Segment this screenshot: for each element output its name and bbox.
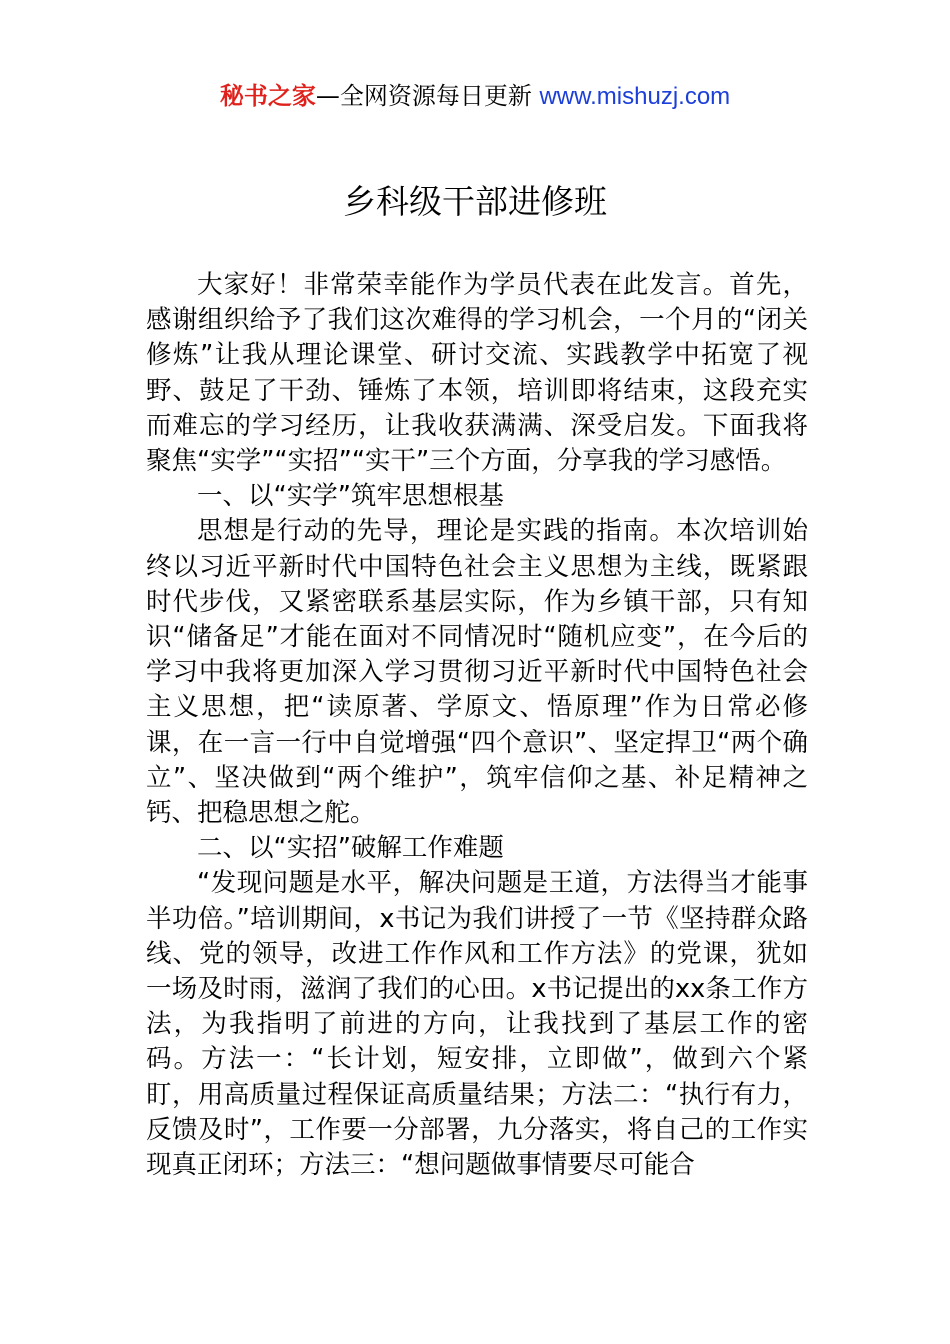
site-tagline: —全网资源每日更新: [315, 82, 540, 110]
site-brand: 秘书之家: [219, 82, 316, 110]
section-heading-1: 一、以“实学”筑牢思想根基: [197, 481, 504, 512]
paragraph-section-1: 思想是行动的先导，理论是实践的指南。本次培训始终以习近平新时代中国特色社会主义思想为主线，既紧跟时代步伐，又紧密联系基层实际，作为乡镇干部，只有知识“储备足”才能在面对不同情况时“随机应变”，在今后的学习中我将更加深入学习贯彻习近平新时代中国特色社会主义思想，把“读原著、学原文、悟原理”作为日常必修课，在一言一行中自觉增强“四个意识”、坚定捍卫“两个确立”、坚决做到“两个维护”，筑牢信仰之基、补足精神之钙、把稳思想之舵。: [146, 516, 808, 829]
document-title: 乡科级干部进修班: [343, 182, 607, 221]
site-header: [0, 80, 950, 113]
site-url-link[interactable]: www.mishuzj.com: [539, 83, 731, 110]
document-body: [146, 268, 808, 1183]
paragraph-intro: 大家好！非常荣幸能作为学员代表在此发言。首先，感谢组织给予了我们这次难得的学习机会，一个月的“闭关修炼”让我从理论课堂、研讨交流、实践教学中拓宽了视野、鼓足了干劲、锤炼了本领，培训即将结束，这段充实而难忘的学习经历，让我收获满满、深受启发。下面我将聚焦“实学”“实招”“实干”三个方面，分享我的学习感悟。: [146, 270, 808, 477]
paragraph-section-2: “发现问题是水平，解决问题是王道，方法得当才能事半功倍。”培训期间，x书记为我们讲授了一节《坚持群众路线、党的领导，改进工作作风和工作方法》的党课，犹如一场及时雨，滋润了我们的心田。x书记提出的xx条工作方法，为我指明了前进的方向，让我找到了基层工作的密码。方法一：“长计划，短安排，立即做”，做到六个紧盯，用高质量过程保证高质量结果；方法二：“执行有力，反馈及时”，工作要一分部署，九分落实，将自己的工作实现真正闭环；方法三：“想问题做事情要尽可能合: [146, 868, 808, 1181]
section-heading-2: 二、以“实招”破解工作难题: [197, 833, 504, 864]
